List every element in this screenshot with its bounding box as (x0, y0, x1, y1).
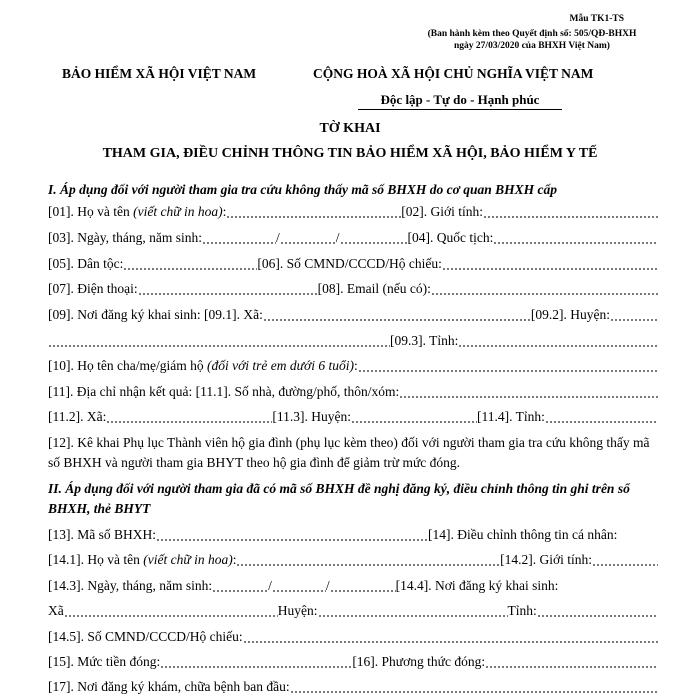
field-03-month-input[interactable] (280, 242, 336, 244)
issuance-note-line1: (Ban hành kèm theo Quyết định số: 505/QĐ-BHXH (427, 29, 637, 39)
form-code: Mẫu TK1-TS (569, 14, 624, 24)
date-separator: / (335, 230, 340, 245)
field-08-label: [08]. Email (nếu có): (317, 281, 431, 296)
field-12-note: [12]. Kê khai Phụ lục Thành viên hộ gia đình (phụ lục kèm theo) đối với người tham gia tra cứu không thấy mã số BHXH và người tham gia BHYT theo hộ gia đình để giảm trừ mức đóng. (48, 435, 650, 470)
field-15-input[interactable] (160, 666, 352, 668)
field-row-11-2 (48, 409, 658, 427)
field-10-input[interactable] (358, 370, 658, 372)
field-14-1-input[interactable] (236, 564, 500, 566)
field-01-input[interactable] (226, 216, 401, 218)
commune-label: Xã (48, 603, 64, 618)
commune-input[interactable] (64, 615, 278, 617)
field-14-2-label: [14.2]. Giới tính: (500, 552, 592, 567)
field-row-09 (48, 307, 658, 325)
field-row-01-02 (48, 204, 658, 222)
field-07-input[interactable] (138, 293, 318, 295)
field-row-05-06 (48, 256, 658, 274)
field-11-4-label: [11.4]. Tỉnh: (476, 409, 545, 424)
district-input[interactable] (318, 615, 508, 617)
field-03-label: [03]. Ngày, tháng, năm sinh: (48, 230, 202, 245)
field-14-1-label: [14.1]. Họ và tên (viết chữ in hoa): (48, 552, 237, 567)
section-1-heading: I. Áp dụng đối với người tham gia tra cứu không thấy mã số BHXH do cơ quan BHXH cấp (48, 182, 557, 197)
document-title: TỜ KHAI (319, 121, 381, 136)
field-14-3-month-input[interactable] (272, 590, 326, 592)
section-2-heading: II. Áp dụng đối với người tham gia đã có mã số BHXH đề nghị đăng ký, điều chỉnh thông tin ghi trên sổ BHXH, thẻ BHYT (48, 481, 630, 516)
field-row-10 (48, 358, 658, 376)
field-03-day-input[interactable] (202, 242, 276, 244)
field-16-input[interactable] (485, 666, 658, 668)
field-row-13-14 (48, 527, 658, 545)
field-11-3-input[interactable] (351, 421, 477, 423)
field-09-1-input[interactable] (263, 319, 531, 321)
field-row-14-5 (48, 629, 658, 647)
field-09-3-label: [09.3]. Tỉnh: (390, 333, 459, 348)
field-row-17 (48, 679, 658, 697)
field-row-14-1 (48, 552, 658, 570)
issuance-note-line2: ngày 27/03/2020 của BHXH Việt Nam) (454, 41, 610, 51)
field-09-2-input-cont[interactable] (48, 345, 390, 347)
field-14-label: [14]. Điều chỉnh thông tin cá nhân: (428, 527, 618, 542)
field-04-input[interactable] (493, 242, 658, 244)
field-14-5-label: [14.5]. Số CMND/CCCD/Hộ chiếu: (48, 629, 243, 644)
field-09-3-input[interactable] (458, 345, 658, 347)
field-row-14-4-location (48, 603, 658, 621)
district-label: Huyện: (277, 603, 318, 618)
date-separator: / (275, 230, 280, 245)
date-separator: / (325, 578, 330, 593)
field-14-3-day-input[interactable] (212, 590, 268, 592)
field-06-input[interactable] (442, 268, 658, 270)
field-17-label: [17]. Nơi đăng ký khám, chữa bệnh ban đầu: (48, 679, 290, 694)
field-13-label: [13]. Mã số BHXH: (48, 527, 156, 542)
field-07-label: [07]. Điện thoại: (48, 281, 138, 296)
field-03-year-input[interactable] (340, 242, 408, 244)
field-row-15-16 (48, 654, 658, 672)
field-17-input[interactable] (290, 691, 658, 693)
field-09-1-label: [09]. Nơi đăng ký khai sinh: [09.1]. Xã: (48, 307, 263, 322)
field-14-4-label: [14.4]. Nơi đăng ký khai sinh: (395, 578, 559, 593)
province-label: Tỉnh: (507, 603, 537, 618)
national-motto: Độc lập - Tự do - Hạnh phúc (358, 92, 562, 110)
field-10-label: [10]. Họ tên cha/mẹ/giám hộ (đối với trẻ em dưới 6 tuổi): (48, 358, 358, 373)
field-04-label: [04]. Quốc tịch: (407, 230, 494, 245)
province-input[interactable] (537, 615, 658, 617)
field-09-2-input[interactable] (610, 319, 658, 321)
document-subtitle: THAM GIA, ĐIỀU CHỈNH THÔNG TIN BẢO HIỂM XÃ HỘI, BẢO HIỂM Y TẾ (102, 146, 598, 161)
field-15-label: [15]. Mức tiền đóng: (48, 654, 161, 669)
field-row-14-3 (48, 578, 658, 596)
field-08-input[interactable] (431, 293, 658, 295)
field-11-4-input[interactable] (545, 421, 658, 423)
field-02-input[interactable] (483, 216, 658, 218)
field-05-input[interactable] (123, 268, 257, 270)
field-11-2-label: [11.2]. Xã: (48, 409, 107, 424)
date-separator: / (268, 578, 272, 593)
field-05-label: [05]. Dân tộc: (48, 256, 124, 271)
field-16-label: [16]. Phương thức đóng: (352, 654, 486, 669)
field-11-1-input[interactable] (399, 396, 658, 398)
field-11-2-input[interactable] (106, 421, 272, 423)
issuance-note (412, 28, 652, 52)
agency-name: BẢO HIỂM XÃ HỘI VIỆT NAM (62, 66, 257, 81)
field-14-3-year-input[interactable] (330, 590, 396, 592)
field-row-03-04 (48, 230, 658, 248)
field-11-3-label: [11.3]. Huyện: (272, 409, 351, 424)
field-14-3-label: [14.3]. Ngày, tháng, năm sinh: (48, 578, 213, 593)
republic-name: CỘNG HOÀ XÃ HỘI CHỦ NGHĨA VIỆT NAM (313, 66, 594, 81)
field-13-input[interactable] (156, 539, 428, 541)
field-02-label: [02]. Giới tính: (401, 204, 484, 219)
field-06-label: [06]. Số CMND/CCCD/Hộ chiếu: (257, 256, 442, 271)
field-14-2-input[interactable] (592, 564, 658, 566)
field-row-07-08 (48, 281, 658, 299)
field-row-11 (48, 384, 658, 402)
field-11-1-label: [11]. Địa chỉ nhận kết quả: [11.1]. Số nhà, đường/phố, thôn/xóm: (48, 384, 400, 399)
field-14-5-input[interactable] (243, 641, 658, 643)
field-row-09-3 (48, 333, 658, 351)
field-09-2-label: [09.2]. Huyện: (530, 307, 610, 322)
field-01-label: [01]. Họ và tên (viết chữ in hoa): (48, 204, 227, 219)
